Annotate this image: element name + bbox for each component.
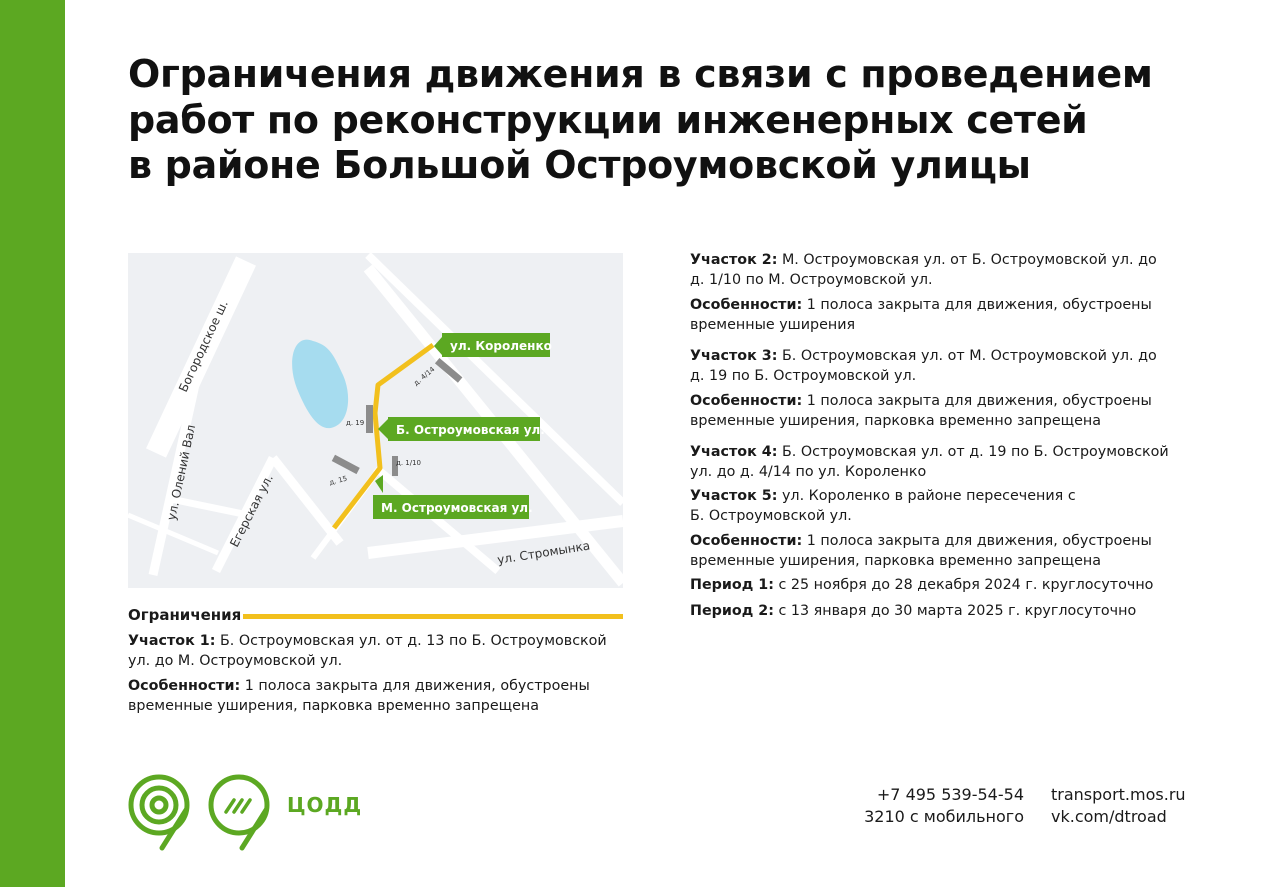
footer-site-link[interactable]: transport.mos.ru bbox=[1051, 785, 1186, 804]
section-5-label: Участок 5: bbox=[690, 488, 778, 504]
building-15 bbox=[332, 455, 360, 474]
section-2-features-text: 1 полоса закрыта для движения, обустроены временные уширения bbox=[690, 297, 1152, 333]
pond bbox=[292, 340, 348, 428]
period-2-text: с 13 января до 30 марта 2025 г. круглосуточно bbox=[778, 603, 1137, 619]
logo-ring-inner bbox=[152, 798, 166, 812]
label-house-15: д. 15 bbox=[328, 474, 349, 487]
footer-short-number: 3210 с мобильного bbox=[864, 807, 1024, 826]
legend bbox=[128, 605, 623, 625]
period-1 bbox=[690, 575, 1210, 595]
tag-b-ostroumovskaya bbox=[378, 417, 545, 441]
section-1 bbox=[128, 631, 628, 671]
period-2-label: Период 2: bbox=[690, 603, 774, 619]
section-2-label: Участок 2: bbox=[690, 252, 778, 268]
page-title bbox=[128, 52, 1248, 189]
label-bogorodskoe: Богородское ш. bbox=[176, 298, 231, 395]
section-5-features-text: 1 полоса закрыта для движения, обустроены временные уширения, парковка временно запрещена bbox=[690, 533, 1152, 569]
footer-links bbox=[1051, 784, 1231, 828]
legend-label: Ограничения bbox=[128, 606, 242, 624]
codd-logo-tail bbox=[242, 810, 266, 848]
section-5-text: ул. Короленко в районе пересечения с Б. Остроумовской ул. bbox=[690, 488, 1076, 524]
section-5-features-label: Особенности: bbox=[690, 533, 803, 549]
tag-korolenko-text: ул. Короленко bbox=[450, 339, 552, 353]
section-4-label: Участок 4: bbox=[690, 444, 778, 460]
section-1-features-text: 1 полоса закрыта для движения, обустроены временные уширения, парковка временно запрещена bbox=[128, 678, 590, 714]
section-3-features bbox=[690, 391, 1160, 431]
section-2-text: М. Остроумовская ул. от Б. Остроумовской ул. до д. 1/10 по М. Остроумовской ул. bbox=[690, 252, 1157, 288]
tag-m-ostroumovskaya-text: М. Остроумовская ул. bbox=[381, 501, 533, 515]
section-1-text: Б. Остроумовская ул. от д. 13 по Б. Остроумовской ул. до М. Остроумовской ул. bbox=[128, 633, 607, 669]
codd-stripe-3 bbox=[242, 800, 250, 812]
section-4-text: Б. Остроумовская ул. от д. 19 по Б. Остроумовской ул. до д. 4/14 по ул. Короленко bbox=[690, 444, 1169, 480]
section-3-label: Участок 3: bbox=[690, 348, 778, 364]
left-accent-bar bbox=[0, 0, 65, 887]
label-egerskaya: Егерская ул. bbox=[227, 471, 276, 550]
route-map bbox=[128, 253, 623, 588]
codd-logo-icon bbox=[206, 772, 274, 852]
period-1-text: с 25 ноября до 28 декабря 2024 г. круглосуточно bbox=[778, 577, 1154, 593]
title-line-3: в районе Большой Остроумовской улицы bbox=[128, 143, 1031, 188]
codd-stripe-1 bbox=[226, 800, 234, 812]
section-3-text: Б. Остроумовская ул. от М. Остроумовской ул. до д. 19 по Б. Остроумовской ул. bbox=[690, 348, 1157, 384]
tag-b-ostroumovskaya-text: Б. Остроумовская ул. bbox=[396, 423, 545, 437]
label-house-19: д. 19 bbox=[346, 419, 365, 427]
section-1-label: Участок 1: bbox=[128, 633, 216, 649]
label-house-1-10: д. 1/10 bbox=[396, 459, 422, 467]
building-19 bbox=[366, 405, 373, 433]
tag-korolenko bbox=[434, 333, 552, 357]
legend-restriction-line bbox=[243, 614, 623, 619]
period-2 bbox=[690, 601, 1210, 621]
section-1-features bbox=[128, 676, 628, 716]
title-line-1: Ограничения движения в связи с проведением bbox=[128, 52, 1153, 96]
label-oleniy-val: ул. Олений Вал bbox=[164, 423, 199, 522]
title-line-2: работ по реконструкции инженерных сетей bbox=[128, 97, 1088, 142]
section-1-features-label: Особенности: bbox=[128, 678, 241, 694]
footer-phone[interactable]: +7 495 539-54-54 bbox=[876, 785, 1024, 804]
codd-stripe-2 bbox=[234, 800, 242, 812]
route-map-svg bbox=[128, 253, 623, 588]
section-2 bbox=[690, 250, 1160, 290]
section-3-features-text: 1 полоса закрыта для движения, обустроены временные уширения, парковка временно запрещена bbox=[690, 393, 1152, 429]
section-5 bbox=[690, 486, 1090, 526]
codd-wordmark: ЦОДД bbox=[287, 793, 363, 817]
section-3 bbox=[690, 346, 1160, 386]
period-1-label: Период 1: bbox=[690, 577, 774, 593]
label-house-4-14: д. 4/14 bbox=[412, 365, 437, 388]
moscow-transport-logo-icon bbox=[126, 772, 194, 852]
footer-vk-link[interactable]: vk.com/dtroad bbox=[1051, 807, 1167, 826]
section-2-features bbox=[690, 295, 1160, 335]
label-stromynka: ул. Стромынка bbox=[496, 538, 592, 567]
logo-ring-middle bbox=[142, 788, 176, 822]
section-2-features-label: Особенности: bbox=[690, 297, 803, 313]
section-5-features bbox=[690, 531, 1160, 571]
section-3-features-label: Особенности: bbox=[690, 393, 803, 409]
footer-phones bbox=[864, 784, 1024, 828]
section-4 bbox=[690, 442, 1180, 482]
